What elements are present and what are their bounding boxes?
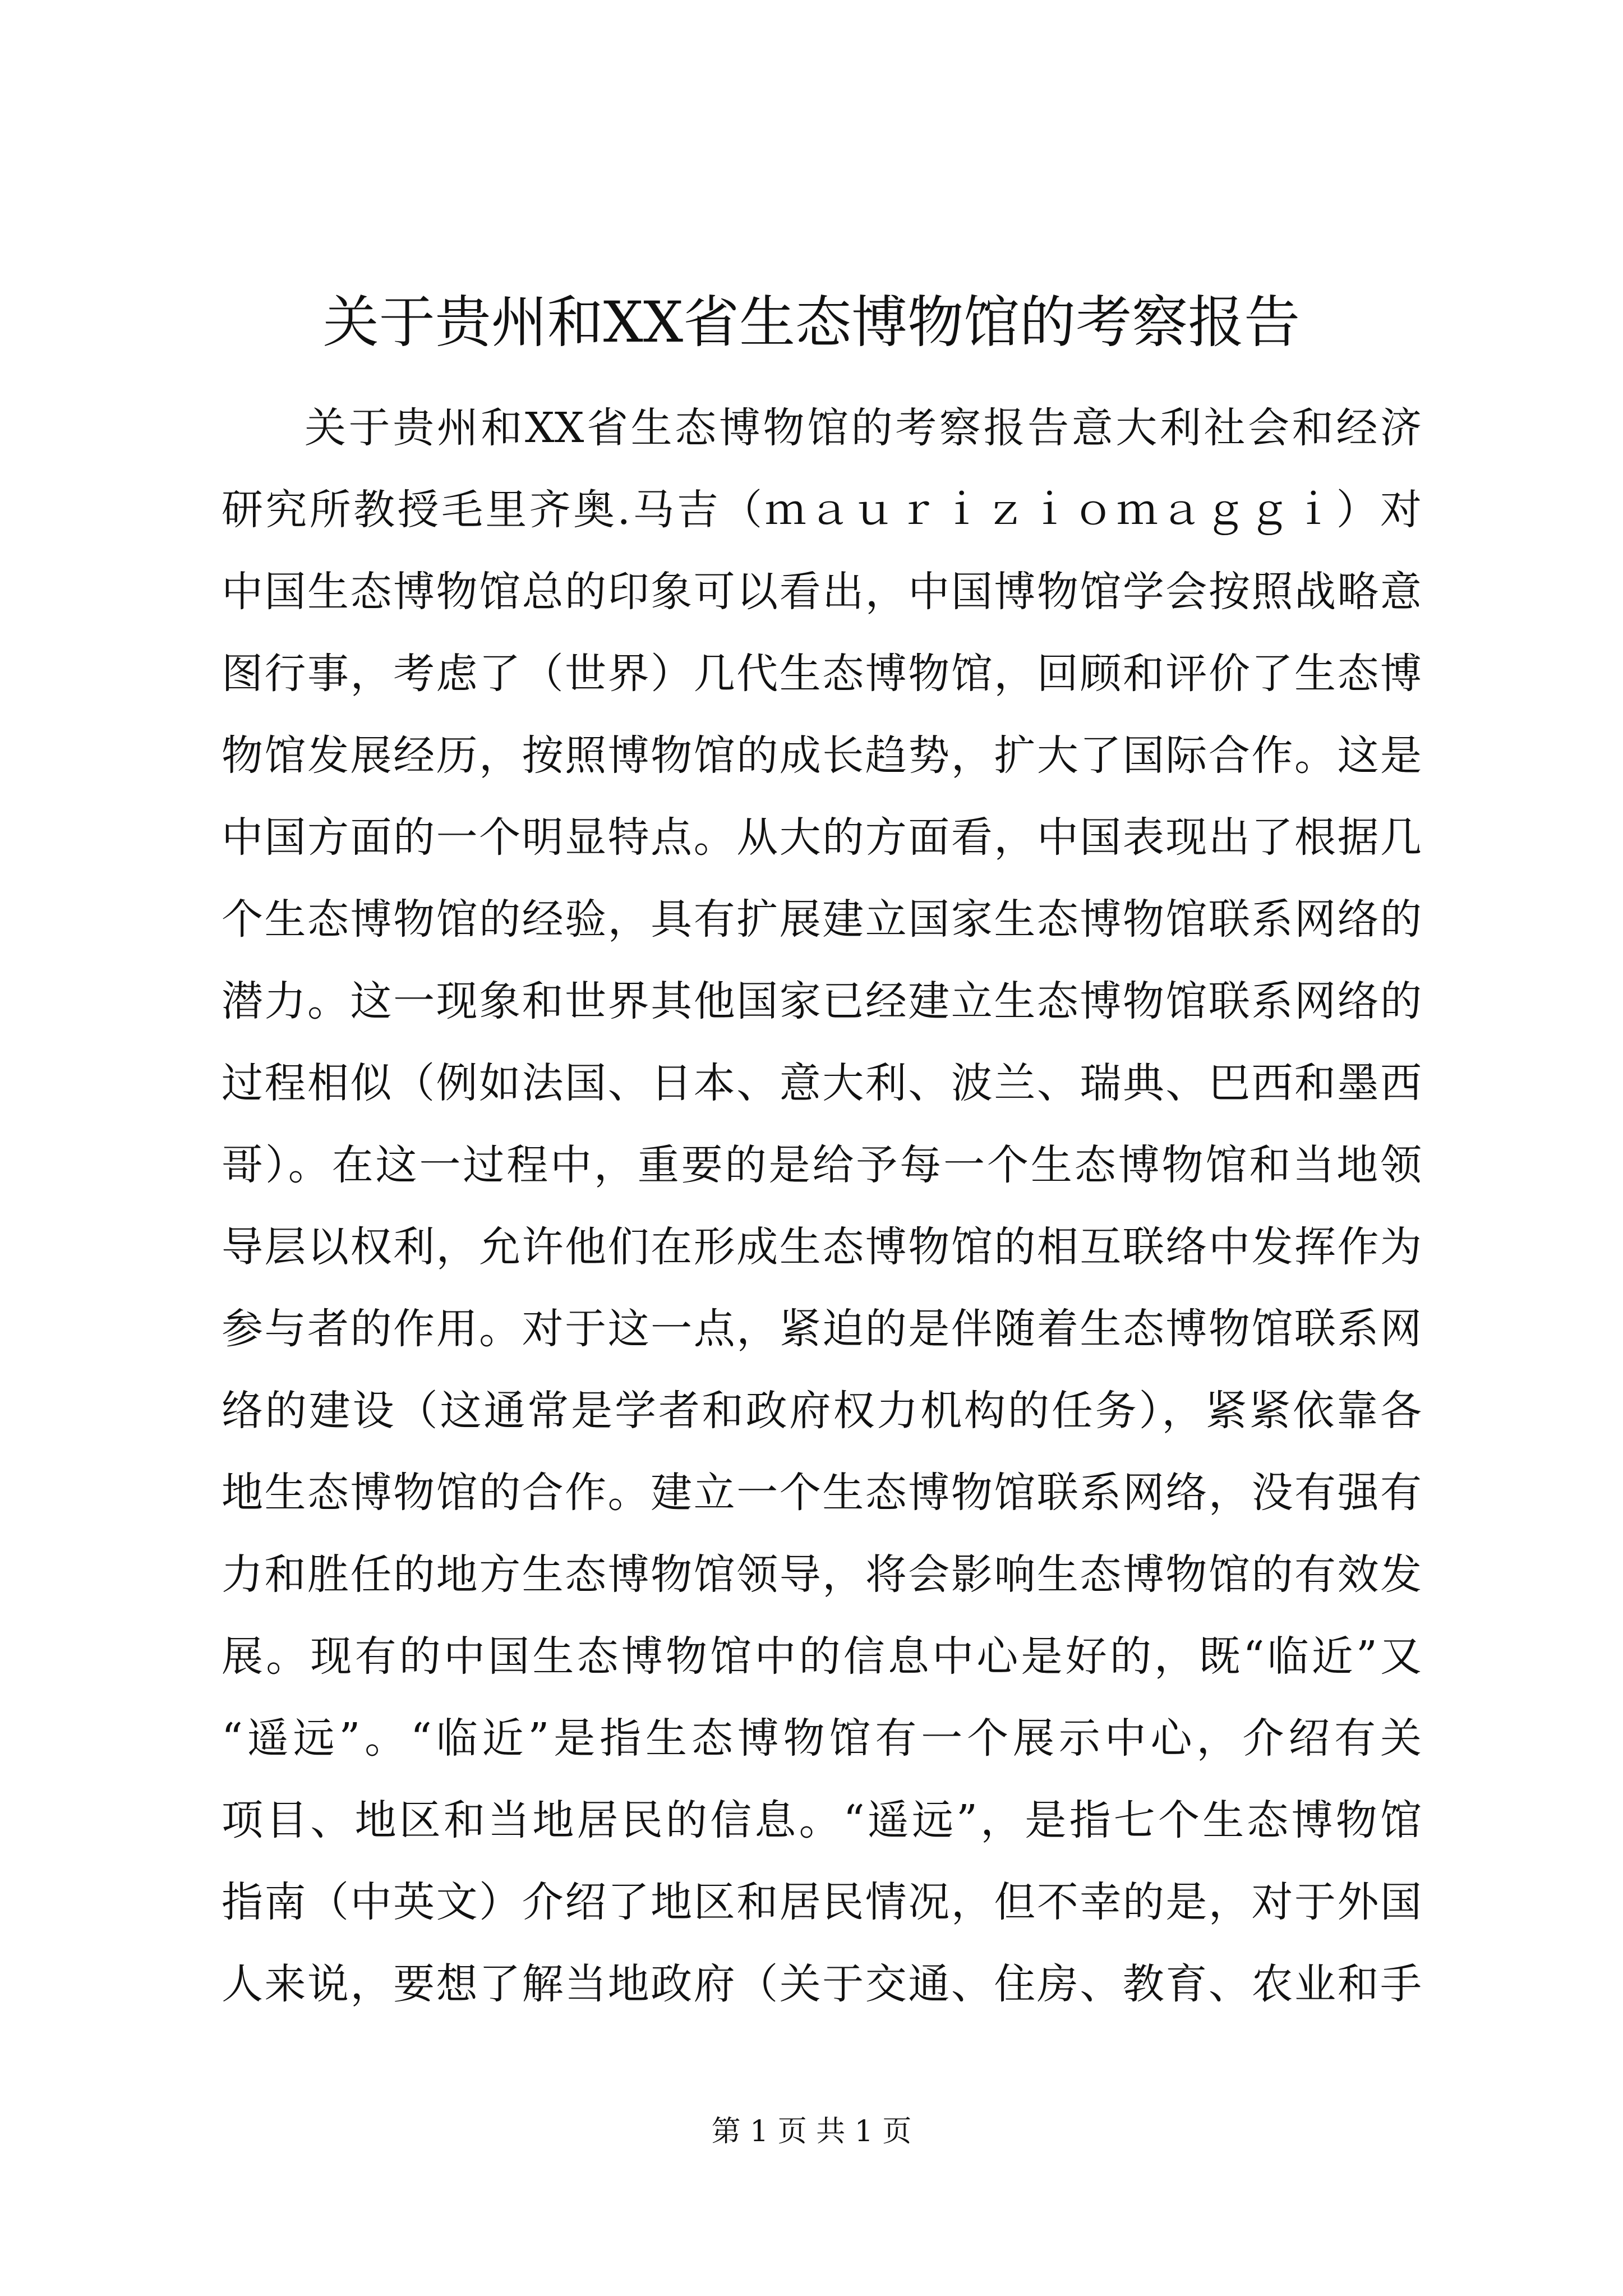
- body-line: 展。现有的中国生态博物馆中的信息中心是好的，既“临近”又: [222, 1632, 1422, 1681]
- body-line: 项目、地区和当地居民的信息。“遥远”，是指七个生态博物馆: [222, 1796, 1422, 1844]
- body-line: 研究所教授毛里齐奥.马吉（ｍａｕｒｉｚｉｏｍａｇｇｉ）对: [222, 486, 1422, 534]
- body-line: “遥远”。“临近”是指生态博物馆有一个展示中心，介绍有关: [222, 1714, 1422, 1763]
- document-title: 关于贵州和XX省生态博物馆的考察报告: [322, 289, 1301, 355]
- body-line: 指南（中英文）介绍了地区和居民情况，但不幸的是，对于外国: [222, 1878, 1422, 1926]
- body-line: 力和胜任的地方生态博物馆领导，将会影响生态博物馆的有效发: [222, 1550, 1422, 1599]
- body-line: 参与者的作用。对于这一点，紧迫的是伴随着生态博物馆联系网: [222, 1305, 1422, 1353]
- body-line: 地生态博物馆的合作。建立一个生态博物馆联系网络，没有强有: [222, 1469, 1422, 1517]
- document-body: [222, 387, 1422, 2025]
- body-line: 哥）。在这一过程中，重要的是给予每一个生态博物馆和当地领: [222, 1141, 1422, 1189]
- body-line: 络的建设（这通常是学者和政府权力机构的任务），紧紧依靠各: [222, 1387, 1422, 1435]
- body-line: 中国生态博物馆总的印象可以看出，中国博物馆学会按照战略意: [222, 568, 1422, 616]
- body-line: 物馆发展经历，按照博物馆的成长趋势，扩大了国际合作。这是: [222, 731, 1422, 780]
- body-line: 个生态博物馆的经验，具有扩展建立国家生态博物馆联系网络的: [222, 895, 1422, 944]
- body-line: 关于贵州和XX省生态博物馆的考察报告意大利社会和经济: [305, 404, 1422, 452]
- page-footer: 第 1 页 共 1 页: [711, 2115, 912, 2148]
- body-line: 人来说，要想了解当地政府（关于交通、住房、教育、农业和手: [222, 1960, 1422, 2008]
- body-line: 导层以权利，允许他们在形成生态博物馆的相互联络中发挥作为: [222, 1223, 1422, 1271]
- body-line: 过程相似（例如法国、日本、意大利、波兰、瑞典、巴西和墨西: [222, 1059, 1422, 1107]
- body-line: 中国方面的一个明显特点。从大的方面看，中国表现出了根据几: [222, 813, 1422, 862]
- body-line: 图行事，考虑了（世界）几代生态博物馆，回顾和评价了生态博: [222, 650, 1422, 698]
- body-line: 潜力。这一现象和世界其他国家已经建立生态博物馆联系网络的: [222, 977, 1422, 1025]
